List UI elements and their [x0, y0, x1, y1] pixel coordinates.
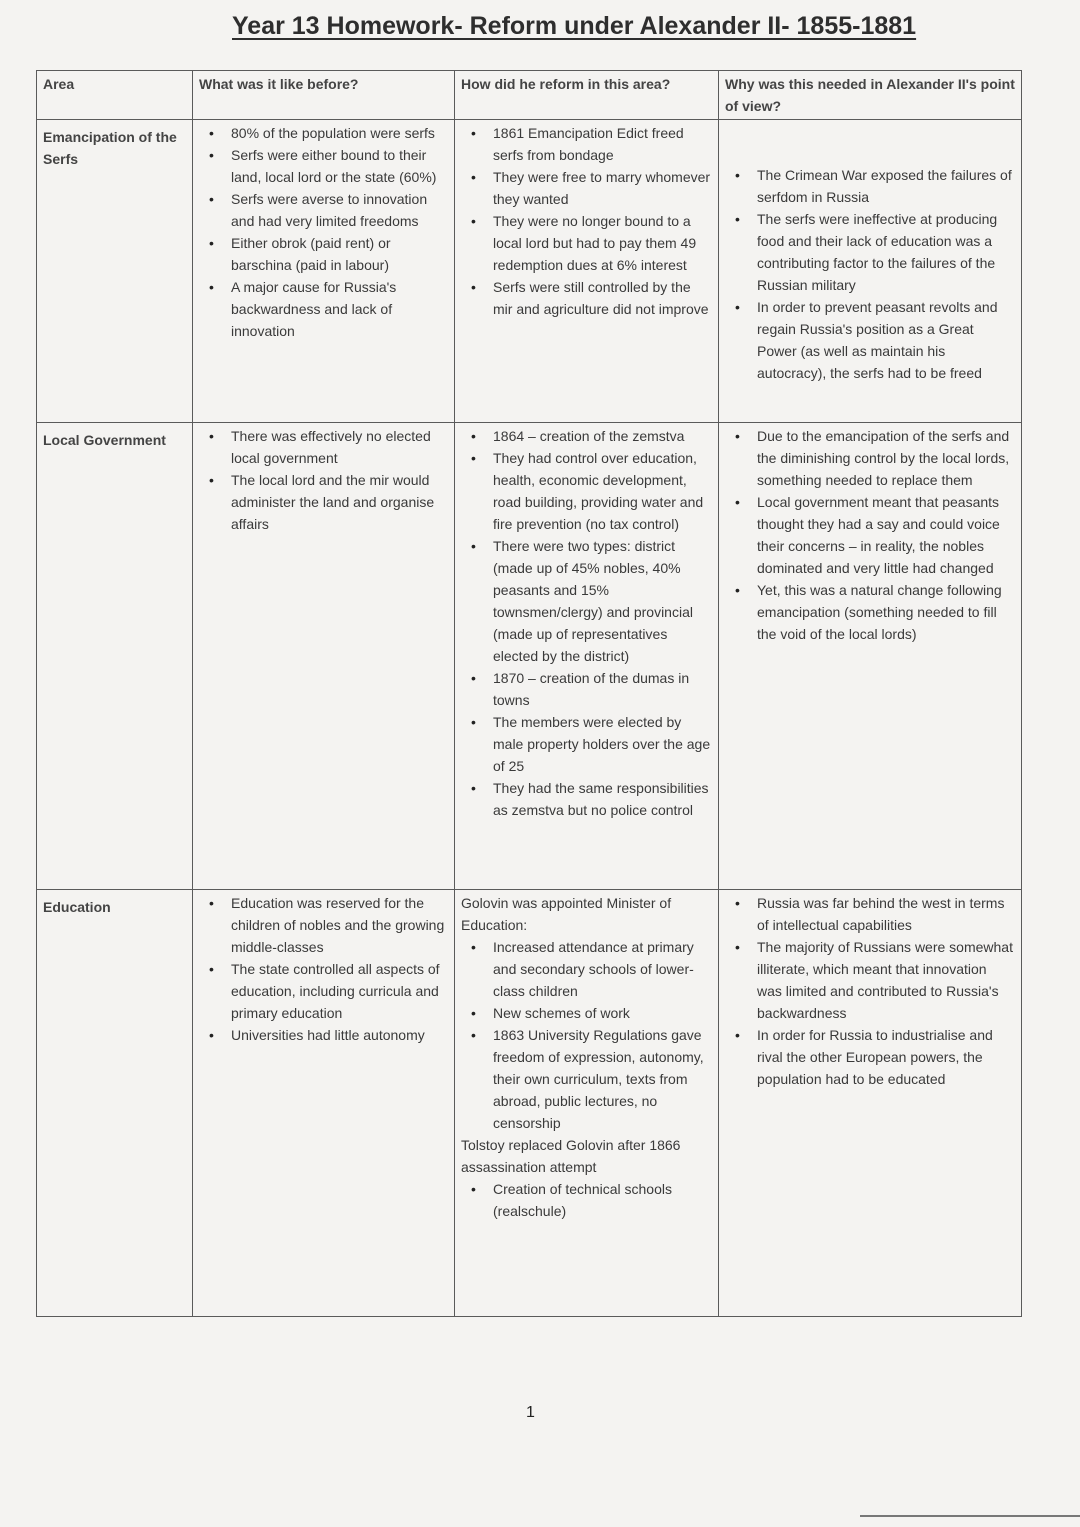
- table-row-local-government: [37, 423, 1022, 890]
- before-cell: [193, 120, 455, 423]
- list-item: • There were two types: district (made up of 45% nobles, 40% peasants and 15% townsmen/clergy) and provincial (made up of representatives elected by the district): [471, 535, 712, 667]
- header-before: What was it like before?: [193, 71, 455, 120]
- why-cell: [719, 120, 1022, 423]
- reform-cell: [455, 120, 719, 423]
- area-cell: Emancipation of the Serfs: [37, 120, 193, 423]
- list-item: • Creation of technical schools (realschule): [471, 1178, 712, 1222]
- edge-line: [860, 1515, 1080, 1517]
- list-item: • Serfs were still controlled by the mir and agriculture did not improve: [471, 276, 712, 320]
- list-item: • They had the same responsibilities as zemstva but no police control: [471, 777, 712, 821]
- area-cell: Local Government: [37, 423, 193, 890]
- header-area: Area: [37, 71, 193, 120]
- table-row-education: [37, 890, 1022, 1317]
- reform-mid: Tolstoy replaced Golovin after 1866 assassination attempt: [461, 1137, 681, 1175]
- list-item: • 1864 – creation of the zemstva: [471, 425, 712, 447]
- list-item: • Either obrok (paid rent) or barschina (paid in labour): [209, 232, 448, 276]
- reform-cell: [455, 423, 719, 890]
- area-cell: Education: [37, 890, 193, 1317]
- list-item: • They were no longer bound to a local lord but had to pay them 49 redemption dues at 6% interest: [471, 210, 712, 276]
- list-item: • Yet, this was a natural change following emancipation (something needed to fill the void of the local lords): [735, 579, 1015, 645]
- reform-table: [36, 70, 1022, 1317]
- list-item: • The Crimean War exposed the failures of serfdom in Russia: [735, 164, 1015, 208]
- before-cell: [193, 423, 455, 890]
- list-item: • Russia was far behind the west in terms of intellectual capabilities: [735, 892, 1015, 936]
- list-item: • A major cause for Russia's backwardness and lack of innovation: [209, 276, 448, 342]
- list-item: • In order for Russia to industrialise and rival the other European powers, the population had to be educated: [735, 1024, 1015, 1090]
- list-item: • They were free to marry whomever they wanted: [471, 166, 712, 210]
- list-item: • The members were elected by male property holders over the age of 25: [471, 711, 712, 777]
- list-item: • The local lord and the mir would administer the land and organise affairs: [209, 469, 448, 535]
- list-item: • Serfs were averse to innovation and had very limited freedoms: [209, 188, 448, 232]
- header-why: Why was this needed in Alexander II's point of view?: [719, 71, 1022, 120]
- page-number: 1: [526, 1404, 535, 1421]
- reform-cell: [455, 890, 719, 1317]
- why-cell: [719, 890, 1022, 1317]
- header-reform: How did he reform in this area?: [455, 71, 719, 120]
- table-row-emancipation: [37, 120, 1022, 423]
- list-item: • There was effectively no elected local government: [209, 425, 448, 469]
- list-item: • Education was reserved for the children of nobles and the growing middle-classes: [209, 892, 448, 958]
- list-item: • They had control over education, health, economic development, road building, providing water and fire prevention (no tax control): [471, 447, 712, 535]
- list-item: • The majority of Russians were somewhat illiterate, which meant that innovation was limited and contributed to Russia's backwardness: [735, 936, 1015, 1024]
- list-item: • Increased attendance at primary and secondary schools of lower-class children: [471, 936, 712, 1002]
- header-row: [37, 71, 1022, 120]
- reform-intro: Golovin was appointed Minister of Education:: [461, 895, 672, 933]
- list-item: • The state controlled all aspects of education, including curricula and primary education: [209, 958, 448, 1024]
- list-item: • 1863 University Regulations gave freedom of expression, autonomy, their own curriculum, texts from abroad, public lectures, no censorship: [471, 1024, 712, 1134]
- list-item: • Universities had little autonomy: [209, 1024, 448, 1046]
- list-item: • 1870 – creation of the dumas in towns: [471, 667, 712, 711]
- list-item: • 80% of the population were serfs: [209, 122, 448, 144]
- list-item: • Due to the emancipation of the serfs and the diminishing control by the local lords, something needed to replace them: [735, 425, 1015, 491]
- page-title: Year 13 Homework- Reform under Alexander II- 1855-1881: [232, 12, 917, 40]
- list-item: • 1861 Emancipation Edict freed serfs from bondage: [471, 122, 712, 166]
- list-item: • New schemes of work: [471, 1002, 712, 1024]
- list-item: • In order to prevent peasant revolts and regain Russia's position as a Great Power (as well as maintain his autocracy), the serfs had to be freed: [735, 296, 1015, 384]
- before-cell: [193, 890, 455, 1317]
- list-item: • Serfs were either bound to their land, local lord or the state (60%): [209, 144, 448, 188]
- list-item: • The serfs were ineffective at producing food and their lack of education was a contributing factor to the failures of the Russian military: [735, 208, 1015, 296]
- why-cell: [719, 423, 1022, 890]
- list-item: • Local government meant that peasants thought they had a say and could voice their concerns – in reality, the nobles dominated and very little had changed: [735, 491, 1015, 579]
